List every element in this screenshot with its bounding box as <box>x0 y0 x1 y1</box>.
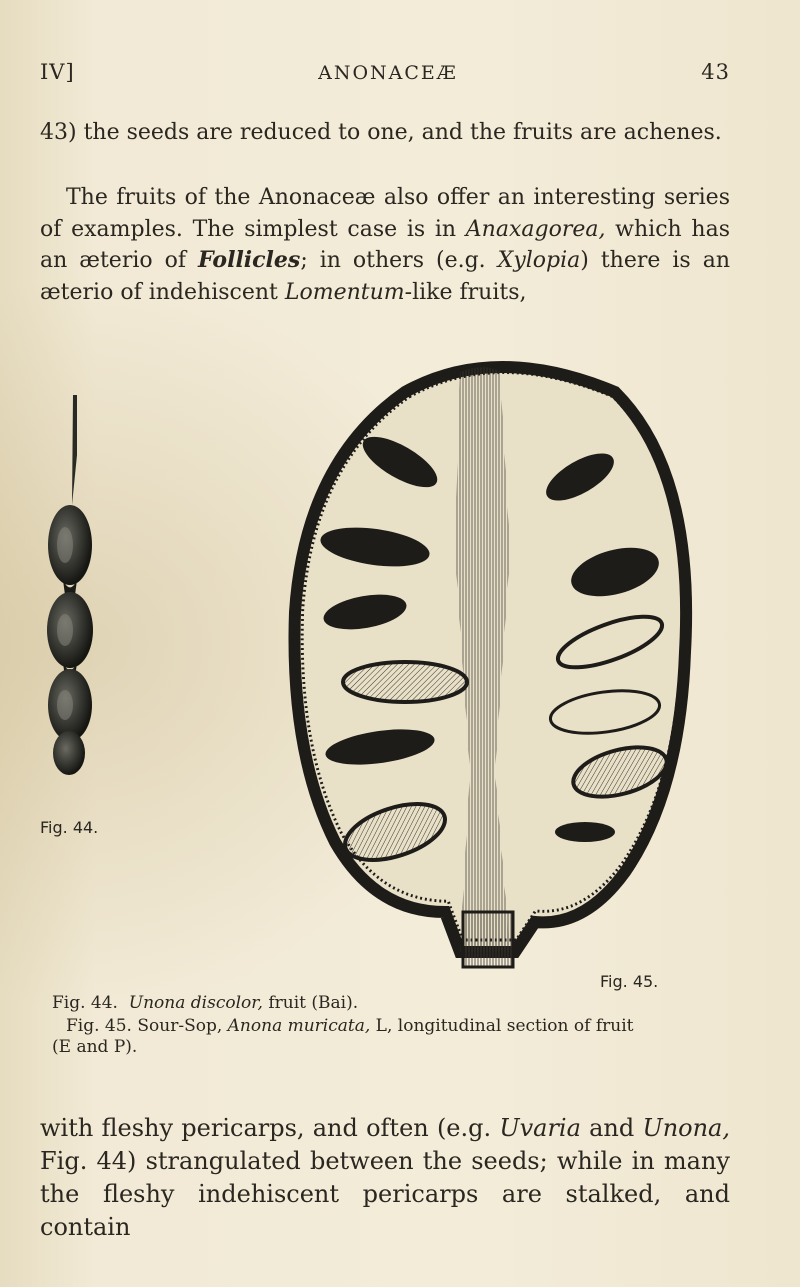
figure-45-label: Fig. 45. <box>600 972 659 991</box>
caption-fig-45 <box>66 1015 716 1037</box>
para2-italic-xylopia: Xylopia <box>497 248 581 273</box>
caption-2-rest: L, longitudinal section of fruit <box>370 1016 634 1036</box>
caption-fig-45-continued: (E and P). <box>52 1037 138 1057</box>
para2-text-5: -like fruits, <box>404 279 527 305</box>
page-number: 43 <box>701 60 730 84</box>
para3-text-3: Fig. 44) strangulated between the seeds; while in many the fleshy indehiscent pericarps are stalked, and contain <box>40 1147 730 1241</box>
para2-text-1: The fruits of the Anonaceæ also offer an interesting series of examples. The simplest case is in <box>40 185 730 242</box>
para3-italic-unona: Unona, <box>642 1114 730 1142</box>
figure-45-illustration <box>285 352 705 972</box>
running-title: ANONACEÆ <box>318 62 458 84</box>
caption-1-species: Unona discolor, <box>128 993 263 1013</box>
caption-2-text: Sour-Sop, <box>131 1016 228 1036</box>
para2-text-3: ; in others (e.g. <box>300 248 498 273</box>
page-header <box>40 60 730 84</box>
caption-1-rest: fruit (Bai). <box>262 993 359 1013</box>
para2-italic-lomentum: Lomentum <box>284 279 405 305</box>
paragraph-1-text: 43) the seeds are reduced to one, and the fruits are achenes. <box>40 120 722 145</box>
figure-44-label: Fig. 44. <box>40 818 99 837</box>
para3-italic-uvaria: Uvaria <box>499 1114 581 1142</box>
para2-italic-follicles: Follicles <box>198 247 301 273</box>
paragraph-3 <box>40 1112 730 1244</box>
paragraph-1 <box>40 117 730 149</box>
chapter-number: IV] <box>40 60 75 84</box>
para3-text-1: with fleshy pericarps, and often (e.g. <box>40 1114 500 1142</box>
caption-1-number: Fig. 44. <box>52 993 118 1013</box>
para2-italic-anaxagorea: Anaxagorea, <box>465 216 606 242</box>
caption-fig-44 <box>52 992 702 1014</box>
para2-text-2: which has an æterio of <box>40 216 730 273</box>
para2-text-4: ) there is an æterio of indehiscent <box>40 248 731 305</box>
para3-text-2: and <box>580 1114 643 1142</box>
figure-44-illustration <box>25 395 95 785</box>
caption-2-number: Fig. 45. <box>66 1016 132 1036</box>
caption-2-species: Anona muricata, <box>227 1016 371 1036</box>
paragraph-2 <box>40 182 730 308</box>
